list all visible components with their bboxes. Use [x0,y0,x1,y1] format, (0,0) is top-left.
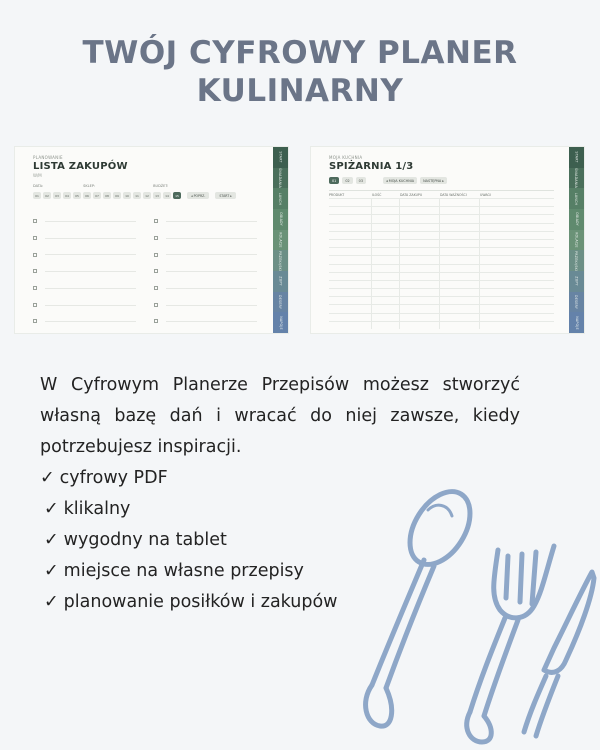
side-tab[interactable] [569,250,584,271]
table-cell[interactable] [372,240,400,247]
table-cell[interactable] [372,248,400,255]
table-row [329,304,554,312]
headline-line-2: KULINARNY [196,73,404,109]
writing-line [45,305,136,306]
checkbox[interactable] [154,319,158,323]
pantry-table-body [329,198,554,329]
table-cell[interactable] [440,265,480,272]
table-cell[interactable] [329,256,372,263]
table-cell[interactable] [329,199,372,206]
table-cell[interactable] [372,199,400,206]
pantry-table [329,190,554,329]
table-cell[interactable] [372,232,400,239]
writing-line [166,221,257,222]
table-cell[interactable] [400,215,440,222]
my-kitchen-button[interactable]: ◂ MOJA KUCHNIA [383,177,417,184]
start-button[interactable]: START ▸ [215,192,235,199]
side-tab-label: NAPOJE [278,315,283,330]
table-cell[interactable] [480,232,554,239]
side-tab-label: DESERY [574,294,579,310]
day-button[interactable]: 03 [53,192,61,199]
checklist-item[interactable] [154,296,257,313]
writing-line [166,321,257,322]
table-cell[interactable] [400,281,440,288]
next-button[interactable]: NASTĘPNA ▸ [420,177,447,184]
day-button[interactable]: 12 [143,192,151,199]
side-tab-label: PRZEKĄSKI [278,250,283,271]
table-cell[interactable] [372,224,400,231]
spoon-icon [366,481,483,726]
side-tab-label: START [574,151,579,163]
table-cell[interactable] [329,314,372,321]
headline [0,34,600,110]
table-cell[interactable] [400,273,440,280]
checklist-column-left [33,213,136,330]
side-tab-label: PRZEKĄSKI [574,250,579,271]
description-text: W Cyfrowym Planerze Przepisów możesz stworzyć własną bazę dań i wracać do niej zawsze, kiedy potrzebujesz inspiracji. [40,375,520,457]
cutlery-illustration [330,480,600,750]
checklist-item[interactable] [33,263,136,280]
table-cell[interactable] [329,289,372,296]
side-tab[interactable] [569,188,584,209]
side-tab-label: ZUPY [574,276,579,287]
table-cell[interactable] [400,289,440,296]
side-tab-label: DESERY [278,294,283,310]
table-cell[interactable] [440,281,480,288]
checklist-item[interactable] [33,280,136,297]
side-tab-label: ŚNIADANIA [574,167,579,189]
pantry-tab[interactable]: 02 [342,177,352,184]
day-button[interactable]: 08 [103,192,111,199]
shop-label: SKLEP: [83,184,96,188]
pantry-tab[interactable]: 03 [356,177,366,184]
table-cell[interactable] [440,240,480,247]
table-row [329,321,554,329]
table-cell[interactable] [372,289,400,296]
table-cell[interactable] [372,297,400,304]
side-tab-label: KOLACJE [574,232,579,248]
checkbox[interactable] [33,319,37,323]
writing-line [45,254,136,255]
checkbox[interactable] [33,236,37,240]
day-button[interactable]: 06 [83,192,91,199]
side-tab[interactable] [569,312,584,333]
table-row [329,280,554,288]
table-cell[interactable] [440,256,480,263]
table-cell[interactable] [329,297,372,304]
checkbox[interactable] [33,269,37,273]
table-cell[interactable] [329,273,372,280]
table-cell[interactable] [440,199,480,206]
pantry-page [311,147,584,333]
day-button[interactable]: 15 [173,192,181,199]
side-tab[interactable] [273,292,288,313]
table-cell[interactable] [329,248,372,255]
table-row [329,247,554,255]
checklist-item[interactable] [154,263,257,280]
table-cell[interactable] [440,215,480,222]
table-cell[interactable] [480,248,554,255]
side-tab-label: LUNCH [278,192,283,205]
table-cell[interactable] [480,240,554,247]
table-cell[interactable] [400,224,440,231]
day-button[interactable]: 10 [123,192,131,199]
day-button[interactable]: 09 [113,192,121,199]
table-cell[interactable] [400,297,440,304]
side-tab[interactable] [273,188,288,209]
checkbox[interactable] [154,253,158,257]
writing-line [45,221,136,222]
headline-line-1: TWÓJ CYFROWY PLANER [82,35,518,71]
checklist-item[interactable] [154,280,257,297]
checkbox[interactable] [154,269,158,273]
checkbox[interactable] [154,286,158,290]
writing-line [45,288,136,289]
side-tab[interactable] [273,209,288,230]
side-tab-label: OBIADY [574,212,579,227]
side-tab-label: ZUPY [278,276,283,287]
table-cell[interactable] [372,305,400,312]
day-button[interactable]: 04 [63,192,71,199]
table-cell[interactable] [440,232,480,239]
table-cell[interactable] [400,199,440,206]
checklist-item[interactable] [33,230,136,247]
table-cell[interactable] [480,314,554,321]
writing-line [166,254,257,255]
writing-line [166,305,257,306]
side-tab-label: OBIADY [278,212,283,227]
side-tab[interactable] [273,230,288,251]
checkmark-icon: ✓ [40,468,55,488]
checkmark-icon: ✓ [44,530,59,550]
table-cell[interactable] [480,256,554,263]
table-cell[interactable] [329,322,372,329]
table-row [329,296,554,304]
planner-preview [15,147,584,333]
table-cell[interactable] [372,281,400,288]
table-cell[interactable] [400,265,440,272]
table-cell[interactable] [329,265,372,272]
checkbox[interactable] [154,303,158,307]
column-quantity: ILOŚĆ [372,192,382,197]
pantry-tab-row [329,177,553,184]
writing-line [166,288,257,289]
table-cell[interactable] [400,240,440,247]
checkmark-icon: ✓ [44,499,59,519]
day-button[interactable]: 11 [133,192,141,199]
table-row [329,272,554,280]
day-button[interactable]: 01 [33,192,41,199]
page-kicker: MOJA KUCHNIA [329,155,363,160]
page-title: LISTA ZAKUPÓW [33,161,128,172]
side-tab-label: NAPOJE [574,315,579,330]
checkbox[interactable] [33,286,37,290]
table-cell[interactable] [329,232,372,239]
table-cell[interactable] [440,289,480,296]
checkbox[interactable] [33,303,37,307]
table-cell[interactable] [440,322,480,329]
side-tab[interactable] [569,147,584,168]
side-tab[interactable] [569,230,584,251]
column-product: PRODUKT [329,192,345,197]
table-cell[interactable] [440,224,480,231]
side-tab-label: ŚNIADANIA [278,167,283,189]
table-cell[interactable] [372,314,400,321]
table-row [329,264,554,272]
table-cell[interactable] [440,314,480,321]
day-selector [33,192,257,199]
page-subtitle: W/M [33,173,42,178]
table-row [329,214,554,222]
table-cell[interactable] [329,240,372,247]
side-tab-label: KOLACJE [278,232,283,248]
table-cell[interactable] [480,322,554,329]
feature-label: miejsce na własne przepisy [63,561,304,581]
table-cell[interactable] [372,265,400,272]
table-cell[interactable] [372,256,400,263]
side-tab[interactable] [569,271,584,292]
day-button[interactable]: 07 [93,192,101,199]
checkbox[interactable] [154,219,158,223]
table-cell[interactable] [329,281,372,288]
table-cell[interactable] [329,305,372,312]
table-cell[interactable] [480,224,554,231]
side-tab-label: START [278,151,283,163]
checklist-item[interactable] [154,230,257,247]
table-row [329,198,554,206]
column-expiry-date: DATA WAŻNOŚCI [440,192,467,197]
writing-line [45,238,136,239]
column-purchase-date: DATA ZAKUPU [400,192,423,197]
table-cell[interactable] [440,248,480,255]
table-cell[interactable] [440,273,480,280]
table-cell[interactable] [329,207,372,214]
side-tab[interactable] [273,271,288,292]
table-cell[interactable] [372,215,400,222]
pantry-table-header [329,191,554,198]
column-notes: UWAGI [480,192,491,197]
day-button[interactable]: 02 [43,192,51,199]
table-cell[interactable] [440,207,480,214]
feature-label: cyfrowy PDF [59,468,168,488]
checkmark-icon: ✓ [44,592,59,612]
table-cell[interactable] [372,207,400,214]
page-kicker: PLANOWANIE [33,155,63,160]
table-cell[interactable] [440,305,480,312]
day-button[interactable]: 14 [163,192,171,199]
table-cell[interactable] [400,314,440,321]
day-button[interactable]: 05 [73,192,81,199]
checklist-item[interactable] [154,213,257,230]
writing-line [166,238,257,239]
side-tab-label: LUNCH [574,192,579,205]
table-cell[interactable] [480,215,554,222]
table-cell[interactable] [400,305,440,312]
date-label: DATA: [33,184,44,188]
writing-line [45,321,136,322]
table-row [329,231,554,239]
checklist-item[interactable] [154,246,257,263]
table-row [329,288,554,296]
table-cell[interactable] [480,199,554,206]
table-cell[interactable] [400,232,440,239]
table-cell[interactable] [400,248,440,255]
checklist-item[interactable] [33,213,136,230]
table-cell[interactable] [372,322,400,329]
table-cell[interactable] [480,289,554,296]
feature-label: wygodny na tablet [63,530,227,550]
table-cell[interactable] [480,207,554,214]
checklist-item[interactable] [33,313,136,330]
side-tab[interactable] [569,292,584,313]
checklist-item[interactable] [33,246,136,263]
writing-line [166,271,257,272]
table-row [329,255,554,263]
checklist-column-right [154,213,257,330]
table-row [329,206,554,214]
side-tab[interactable] [273,250,288,271]
table-cell[interactable] [372,273,400,280]
shopping-checklist [33,213,257,330]
side-tab[interactable] [273,168,288,189]
table-cell[interactable] [440,297,480,304]
table-row [329,223,554,231]
checkbox[interactable] [33,219,37,223]
prev-button[interactable]: ◂ POPRZ. [187,192,209,199]
shopping-list-page [15,147,288,333]
table-cell[interactable] [329,215,372,222]
table-cell[interactable] [480,281,554,288]
side-tab[interactable] [569,168,584,189]
checklist-item[interactable] [154,313,257,330]
page-title: SPIŻARNIA 1/3 [329,161,414,172]
checkbox[interactable] [33,253,37,257]
table-cell[interactable] [400,256,440,263]
table-cell[interactable] [400,207,440,214]
fork-icon [467,546,554,742]
table-cell[interactable] [400,322,440,329]
budget-label: BUDŻET: [153,184,169,188]
field-labels [33,184,257,188]
side-tab[interactable] [273,147,288,168]
table-cell[interactable] [480,297,554,304]
pantry-tab[interactable]: 01 [329,177,339,184]
checkbox[interactable] [154,236,158,240]
side-tab[interactable] [569,209,584,230]
feature-label: planowanie posiłków i zakupów [63,592,338,612]
table-cell[interactable] [480,273,554,280]
side-tab[interactable] [273,312,288,333]
table-row [329,313,554,321]
checkmark-icon: ✓ [44,561,59,581]
table-row [329,239,554,247]
checklist-item[interactable] [33,296,136,313]
writing-line [45,271,136,272]
day-button[interactable]: 13 [153,192,161,199]
section-tabs [273,147,288,333]
table-cell[interactable] [329,224,372,231]
feature-label: klikalny [63,499,131,519]
table-cell[interactable] [480,265,554,272]
section-tabs [569,147,584,333]
table-cell[interactable] [480,305,554,312]
